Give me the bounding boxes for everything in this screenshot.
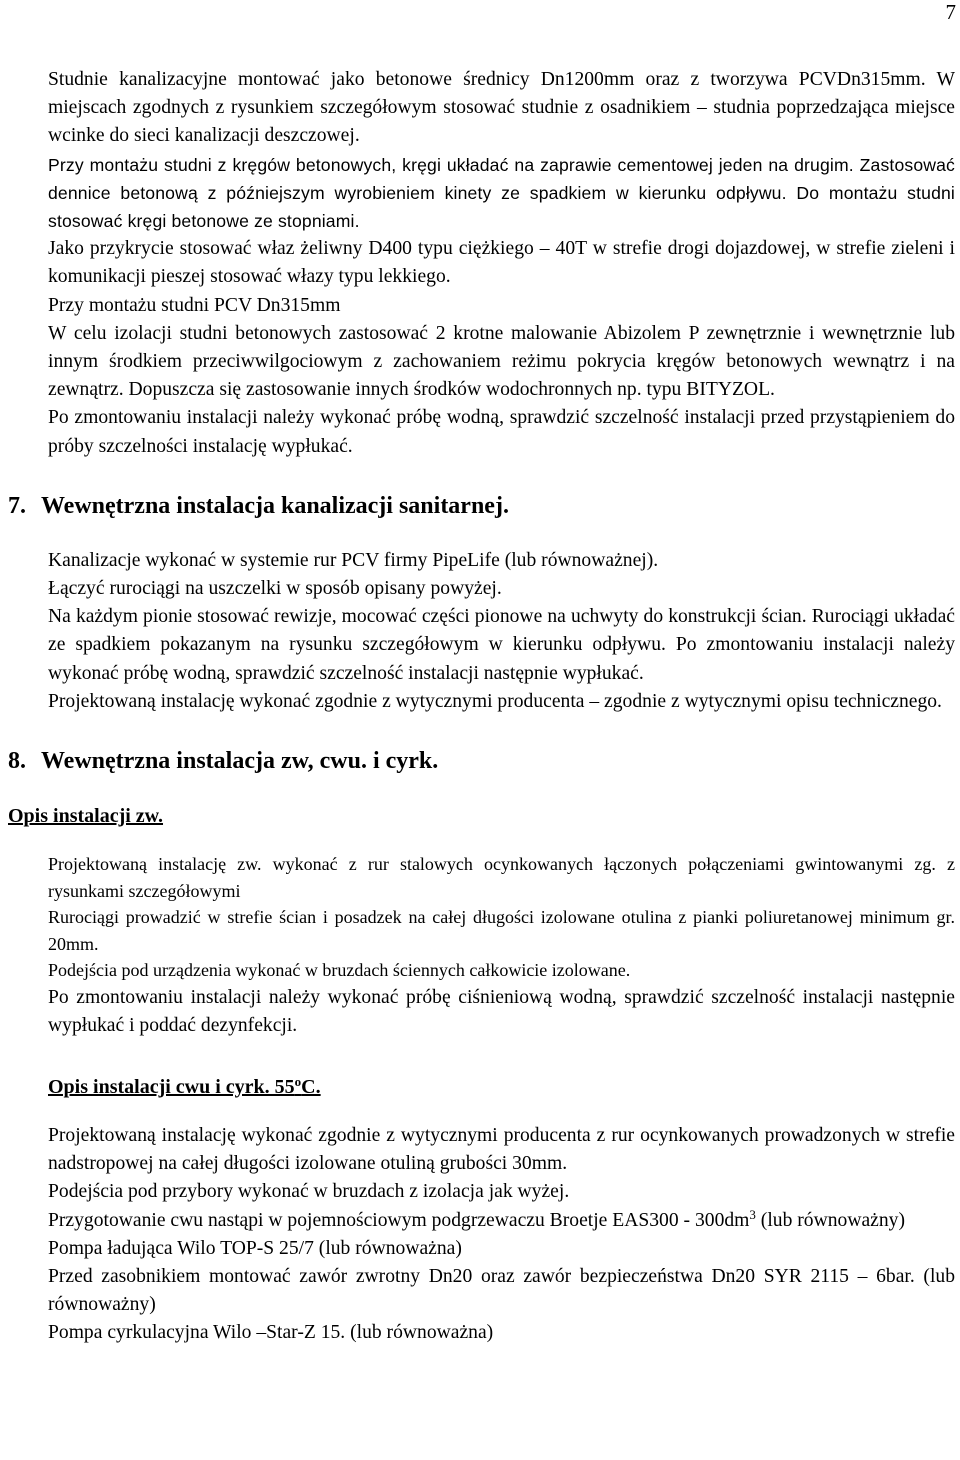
section-7-number: 7. xyxy=(8,492,26,519)
subsection-zw-title: Opis instalacji zw. xyxy=(8,805,164,828)
section-7-paragraph-4: Projektowaną instalację wykonać zgodnie z wytycznymi producenta – zgodnie z wytycznymi opisu technicznego. xyxy=(48,690,942,712)
boiler-suffix: (lub równoważny) xyxy=(755,1209,905,1231)
cubic-sup: 3 xyxy=(749,1206,756,1222)
subsection-cwu-title xyxy=(48,1074,955,1100)
intro-paragraph-4: Przy montażu studni PCV Dn315mm xyxy=(48,294,341,316)
cwu-paragraph-5: Pompa cyrkulacyjna Wilo –Star-Z 15. (lub równoważna) xyxy=(48,1322,494,1344)
section-7-title: Wewnętrzna instalacja kanalizacji sanitarnej. xyxy=(41,492,509,519)
cwu-paragraph-1: Projektowaną instalację wykonać zgodnie z wytycznymi producenta z rur ocynkowanych prowadzonych w strefie nadstropowej na całej długości izolowane otuliną grubości 30mm. xyxy=(48,1124,955,1175)
section-7-paragraph-1: Kanalizacje wykonać w systemie rur PCV firmy PipeLife (lub równoważnej). xyxy=(48,549,659,571)
cwu-paragraph-4: Przed zasobnikiem montować zawór zwrotny Dn20 oraz zawór bezpieczeństwa Dn20 SYR 2115 – 6bar. (lub równoważny) xyxy=(48,1265,955,1316)
intro-paragraph-5: W celu izolacji studni betonowych zastosować 2 krotne malowanie Abizolem P zewnętrznie i wewnętrznie lub innym środkiem przeciwwilgociowym z zachowaniem reżimu pokrycia kręgów betonowych wewnątrz i na zewnątrz. Dopuszcza się zastosowanie innych środków wodochronnych np. typu BITYZOL. xyxy=(48,322,955,401)
degree-sup: o xyxy=(294,1073,302,1089)
zw-paragraph-2: Rurociągi prowadzić w strefie ścian i posadzek na całej długości izolowane otulina z pianki poliuretanowej minimum gr. 20mm. xyxy=(48,907,955,954)
cwu-title-text: Opis instalacji cwu i cyrk. 55 xyxy=(48,1075,295,1098)
intro-paragraph-6: Po zmontowaniu instalacji należy wykonać próbę wodną, sprawdzić szczelność instalacji przed przystąpieniem do próby szczelności instalację wypłukać. xyxy=(48,407,955,457)
section-8-title: Wewnętrzna instalacja zw, cwu. i cyrk. xyxy=(41,748,439,775)
cwu-boiler-paragraph xyxy=(48,1207,955,1235)
intro-paragraph-1: Studnie kanalizacyjne montować jako betonowe średnicy Dn1200mm oraz z tworzywa PCVDn315mm. W miejscach zgodnych z rysunkiem szczegółowym stosować studnie z osadnikiem – studnia poprzedzająca miejsce wcinke do sieci kanalizacji deszczowej. xyxy=(48,69,955,147)
cwu-title-suffix: C. xyxy=(301,1075,321,1098)
boiler-text: Przygotowanie cwu nastąpi w pojemnościowym podgrzewaczu Broetje EAS300 - 300dm xyxy=(48,1209,750,1231)
section-7-paragraph-2: Łączyć rurociągi na uszczelki w sposób opisany powyżej. xyxy=(48,578,502,600)
page-number: 7 xyxy=(945,0,956,24)
section-8-heading xyxy=(8,746,915,776)
zw-paragraph-3: Podejścia pod urządzenia wykonać w bruzdach ściennych całkowicie izolowane. xyxy=(48,960,631,981)
cwu-paragraph-3: Pompa ładująca Wilo TOP-S 25/7 (lub równoważna) xyxy=(48,1237,462,1259)
section-8-number: 8. xyxy=(8,748,26,775)
document-body xyxy=(8,66,955,1348)
intro-paragraph-3: Jako przykrycie stosować właz żeliwny D400 typu ciężkiego – 40T w strefie drogi dojazdowej, w strefie zieleni i komunikacji pieszej stosować włazy typu lekkiego. xyxy=(48,238,955,288)
section-7-paragraph-3: Na każdym pionie stosować rewizje, mocować części pionowe na uchwyty do konstrukcji ścian. Rurociągi układać ze spadkiem pokazanym na rysunku szczegółowym w kierunku odpływu. Po zmontowaniu instalacji należy wykonać próbę wodną, sprawdzić szczelność instalacji następnie wypłukać. xyxy=(48,606,955,684)
zw-paragraph-4: Po zmontowaniu instalacji należy wykonać próbę ciśnieniową wodną, sprawdzić szczelność instalacji następnie wypłukać i poddać dezynfekcji. xyxy=(48,986,955,1036)
zw-paragraph-1: Projektowaną instalację zw. wykonać z rur stalowych ocynkowanych łączonych połączeniami gwintowanymi zg. z rysunkami szczegółowymi xyxy=(48,854,955,901)
cwu-paragraph-2: Podejścia pod przybory wykonać w bruzdach z izolacja jak wyżej. xyxy=(48,1181,570,1203)
intro-paragraph-2: Przy montażu studni z kręgów betonowych, kręgi układać na zaprawie cementowej jeden na drugim. Zastosować dennice betonową z późniejszym wyrobieniem kinety ze spadkiem w kierunku odpływu. Do montażu studni stosować kręgi betonowe ze stopniami. xyxy=(48,154,955,232)
section-7-heading xyxy=(8,491,915,521)
